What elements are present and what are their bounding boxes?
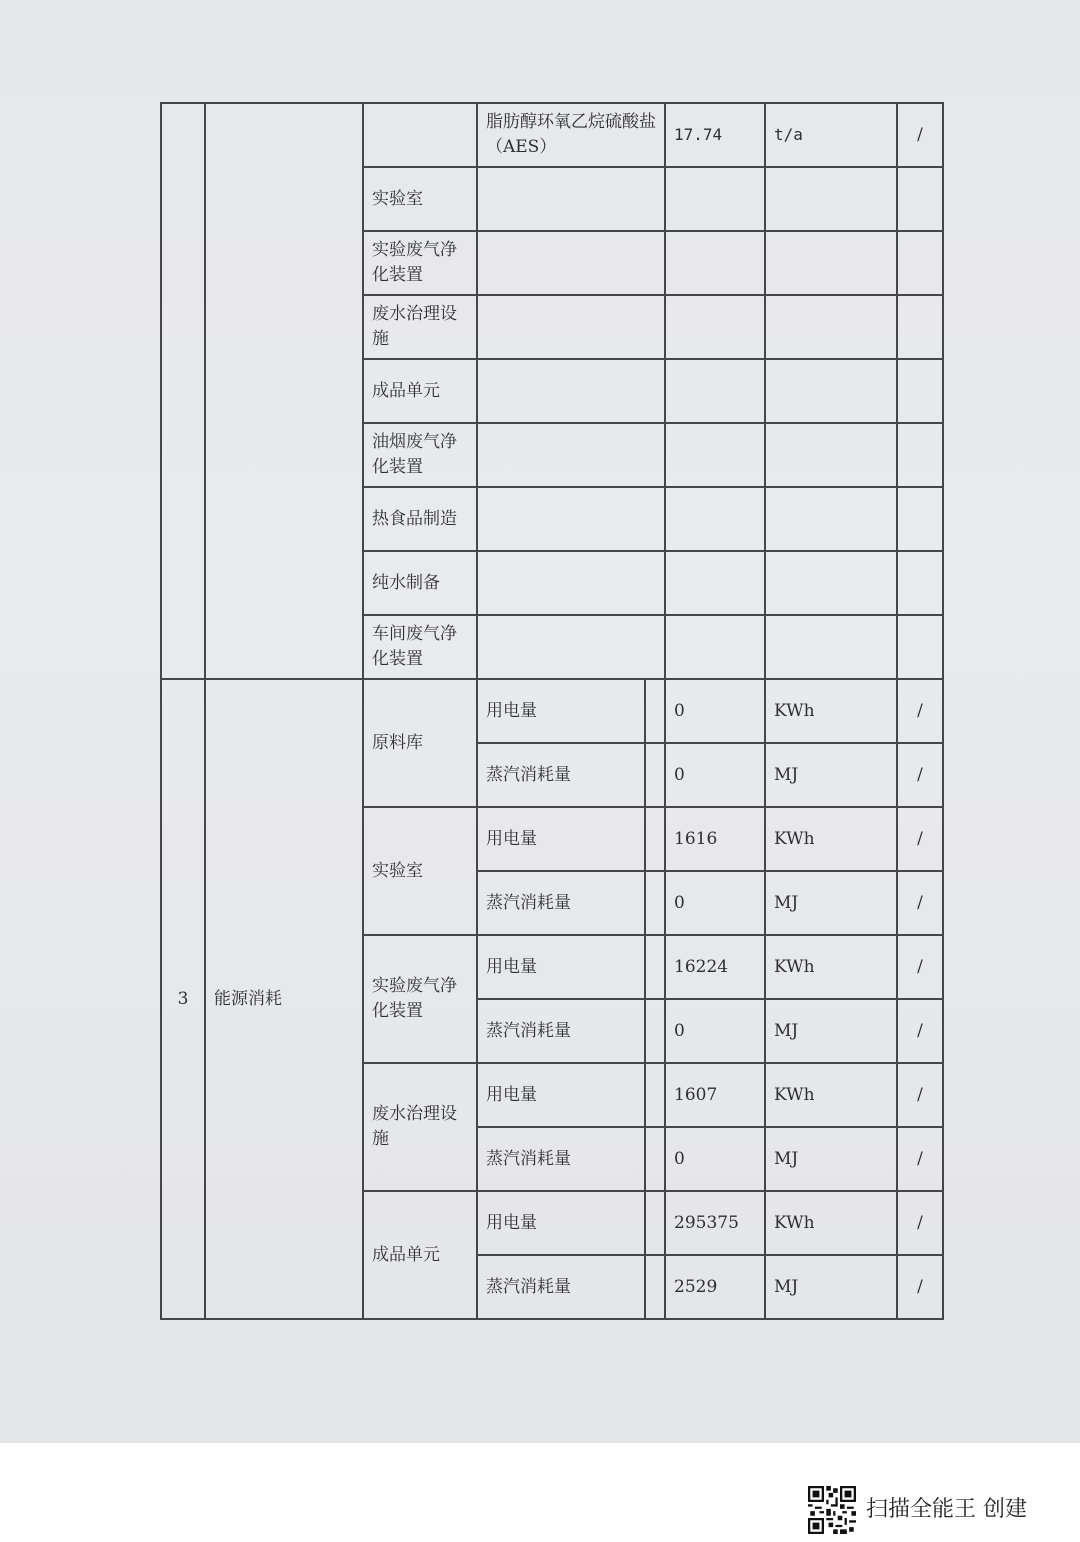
material-cell (477, 487, 665, 551)
unit-measure-cell (765, 551, 897, 615)
unit-cell: 油烟废气净化装置 (363, 423, 477, 487)
category-cell (205, 103, 363, 679)
energy-value-cell: 295375 (665, 1191, 765, 1255)
energy-unit-measure-cell: KWh (765, 1063, 897, 1127)
amount-cell (665, 487, 765, 551)
energy-item-cell: 用电量 (477, 679, 665, 743)
energy-remark-cell: / (897, 679, 943, 743)
unit-measure-cell (765, 167, 897, 231)
energy-unit-measure-cell: KWh (765, 807, 897, 871)
material-cell (477, 231, 665, 295)
energy-remark-cell: / (897, 1127, 943, 1191)
remark-cell (897, 615, 943, 679)
table-row (161, 103, 943, 167)
energy-unit-measure-cell: KWh (765, 935, 897, 999)
unit-measure-cell (765, 423, 897, 487)
energy-remark-cell: / (897, 743, 943, 807)
material-cell (477, 615, 665, 679)
energy-value-cell: 0 (665, 743, 765, 807)
remark-cell (897, 423, 943, 487)
remark-cell (897, 231, 943, 295)
amount-cell (665, 359, 765, 423)
amount-cell (665, 231, 765, 295)
amount-cell: 17.74 (665, 103, 765, 167)
material-cell: 脂肪醇环氧乙烷硫酸盐（AES） (477, 103, 665, 167)
unit-cell: 热食品制造 (363, 487, 477, 551)
energy-unit-cell: 实验室 (363, 807, 477, 935)
energy-item-cell: 蒸汽消耗量 (477, 999, 665, 1063)
section-name: 能源消耗 (205, 679, 363, 1319)
energy-remark-cell: / (897, 807, 943, 871)
energy-value-cell: 16224 (665, 935, 765, 999)
energy-value-cell: 1607 (665, 1063, 765, 1127)
scanner-brand-text: 扫描全能王 创建 (866, 1497, 1027, 1522)
remark-cell (897, 551, 943, 615)
energy-item-cell: 用电量 (477, 1191, 665, 1255)
energy-value-cell: 0 (665, 1127, 765, 1191)
index-cell (161, 103, 205, 679)
unit-cell: 实验废气净化装置 (363, 231, 477, 295)
energy-unit-measure-cell: MJ (765, 1255, 897, 1319)
energy-value-cell: 0 (665, 871, 765, 935)
energy-unit-cell: 原料库 (363, 679, 477, 807)
energy-unit-measure-cell: KWh (765, 679, 897, 743)
energy-value-cell: 0 (665, 999, 765, 1063)
amount-cell (665, 551, 765, 615)
energy-value-cell: 1616 (665, 807, 765, 871)
amount-cell (665, 423, 765, 487)
material-cell (477, 167, 665, 231)
remark-cell (897, 487, 943, 551)
energy-item-cell: 用电量 (477, 1063, 665, 1127)
energy-unit-measure-cell: MJ (765, 1127, 897, 1191)
energy-remark-cell: / (897, 999, 943, 1063)
qr-code-icon (808, 1486, 856, 1534)
energy-remark-cell: / (897, 1255, 943, 1319)
unit-measure-cell (765, 359, 897, 423)
energy-item-cell: 蒸汽消耗量 (477, 743, 665, 807)
energy-unit-measure-cell: KWh (765, 1191, 897, 1255)
energy-item-cell: 蒸汽消耗量 (477, 1255, 665, 1319)
material-cell (477, 423, 665, 487)
energy-remark-cell: / (897, 935, 943, 999)
amount-cell (665, 615, 765, 679)
material-cell (477, 295, 665, 359)
energy-unit-cell: 实验废气净化装置 (363, 935, 477, 1063)
energy-unit-measure-cell: MJ (765, 999, 897, 1063)
unit-measure-cell (765, 295, 897, 359)
unit-cell: 纯水制备 (363, 551, 477, 615)
unit-cell: 废水治理设施 (363, 295, 477, 359)
amount-cell (665, 295, 765, 359)
energy-unit-cell: 成品单元 (363, 1191, 477, 1319)
section-index: 3 (161, 679, 205, 1319)
remark-cell (897, 167, 943, 231)
table-row (161, 679, 943, 743)
unit-cell (363, 103, 477, 167)
material-cell (477, 359, 665, 423)
energy-value-cell: 2529 (665, 1255, 765, 1319)
unit-measure-cell (765, 615, 897, 679)
energy-unit-cell: 废水治理设施 (363, 1063, 477, 1191)
energy-item-cell: 用电量 (477, 935, 665, 999)
energy-item-cell: 蒸汽消耗量 (477, 1127, 665, 1191)
unit-cell: 车间废气净化装置 (363, 615, 477, 679)
unit-measure-cell: t/a (765, 103, 897, 167)
energy-value-cell: 0 (665, 679, 765, 743)
material-cell (477, 551, 665, 615)
energy-remark-cell: / (897, 871, 943, 935)
unit-cell: 成品单元 (363, 359, 477, 423)
unit-cell: 实验室 (363, 167, 477, 231)
document-table (160, 102, 944, 1320)
energy-unit-measure-cell: MJ (765, 743, 897, 807)
remark-cell (897, 359, 943, 423)
energy-remark-cell: / (897, 1191, 943, 1255)
amount-cell (665, 167, 765, 231)
unit-measure-cell (765, 487, 897, 551)
remark-cell: / (897, 103, 943, 167)
remark-cell (897, 295, 943, 359)
energy-remark-cell: / (897, 1063, 943, 1127)
scanner-watermark (808, 1486, 1078, 1542)
energy-item-cell: 蒸汽消耗量 (477, 871, 665, 935)
energy-unit-measure-cell: MJ (765, 871, 897, 935)
unit-measure-cell (765, 231, 897, 295)
energy-item-cell: 用电量 (477, 807, 665, 871)
